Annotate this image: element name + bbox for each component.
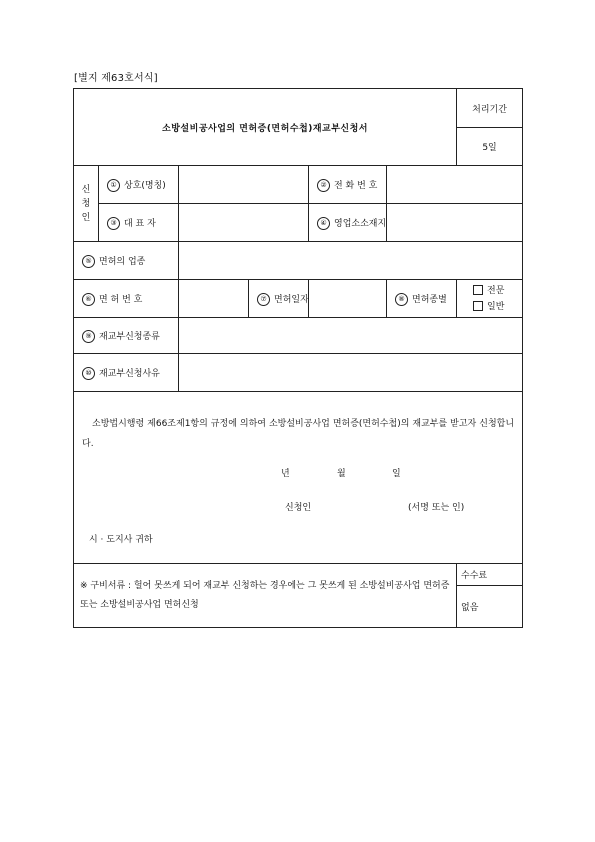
signer-label: 신청인 [285, 503, 312, 513]
option-general[interactable]: 일반 [473, 299, 522, 315]
month-label: 월 [337, 469, 346, 479]
business-type-label: ⑤ 면허의 업종 [74, 242, 179, 280]
fee-value: 없음 [457, 586, 523, 628]
license-category-options [457, 280, 523, 318]
license-number-label: ⑥ 면 허 번 호 [74, 280, 179, 318]
representative-field[interactable] [179, 204, 309, 242]
license-number-field[interactable] [179, 280, 249, 318]
office-address-field[interactable] [387, 204, 523, 242]
application-form [73, 88, 523, 628]
option-specialized[interactable]: 전문 [473, 283, 522, 299]
license-date-label: ⑦ 면허일자 [249, 280, 309, 318]
checkbox-general[interactable] [473, 301, 483, 311]
signature-note: (서명 또는 인) [408, 503, 465, 513]
trade-name-field[interactable] [179, 166, 309, 204]
license-category-label: ⑧ 면허종별 [387, 280, 457, 318]
day-label: 일 [392, 469, 401, 479]
business-type-field[interactable] [179, 242, 523, 280]
form-title: 소방설비공사업의 면허증(면허수첩)재교부신청서 [74, 89, 457, 166]
declaration-text: 소방법시행령 제66조제1항의 규정에 의하여 소방설비공사업 면허증(면허수첩)의 재교부를 받고자 신청합니다. [82, 419, 515, 449]
form-number: [별지 제63호서식] [74, 73, 158, 84]
required-documents-note: ※ 구비서류 : 헐어 못쓰게 되어 재교부 신청하는 경우에는 그 못쓰게 된 소방설비공사업 면허증 또는 소방설비공사업 면허신청 [74, 564, 457, 628]
checkbox-specialized[interactable] [473, 285, 483, 295]
phone-field[interactable] [387, 166, 523, 204]
phone-label: ② 전 화 번 호 [309, 166, 387, 204]
reissue-reason-field[interactable] [179, 354, 523, 392]
applicant-group-label: 신 청 인 [74, 166, 99, 242]
office-address-label: ④ 영업소소재지 [309, 204, 387, 242]
addressee: 시 · 도지사 귀하 [89, 535, 153, 545]
representative-label: ③ 대 표 자 [99, 204, 179, 242]
license-date-field[interactable] [309, 280, 387, 318]
reissue-type-label: ⑨ 재교부신청종류 [74, 318, 179, 354]
processing-period-label: 처리기간 [457, 89, 523, 128]
declaration-section [74, 392, 523, 564]
reissue-reason-label: ⑩ 재교부신청사유 [74, 354, 179, 392]
year-label: 년 [281, 469, 290, 479]
reissue-type-field[interactable] [179, 318, 523, 354]
trade-name-label: ① 상호(명칭) [99, 166, 179, 204]
processing-period-value: 5일 [457, 128, 523, 166]
fee-label: 수수료 [457, 564, 523, 586]
